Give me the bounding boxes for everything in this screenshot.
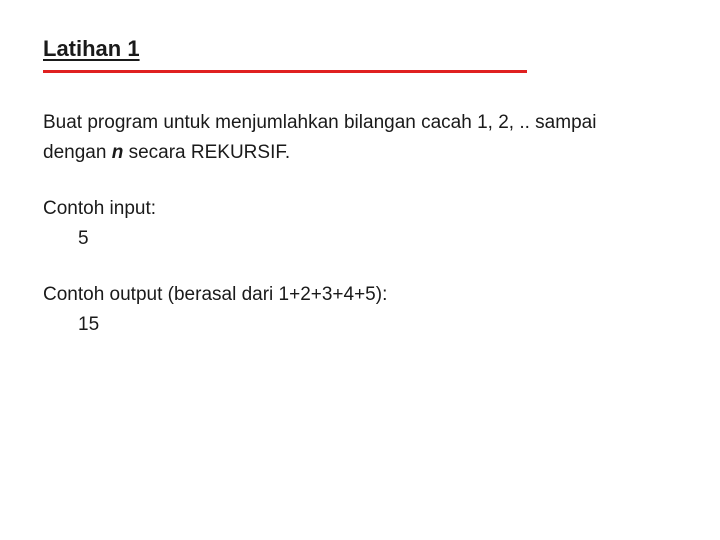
example-output-label: Contoh output (berasal dari 1+2+3+4+5): (43, 284, 388, 305)
variable-n: n (111, 142, 124, 163)
task-line-2-prefix: dengan (43, 142, 112, 163)
slide-body (43, 108, 693, 340)
example-output-block (43, 280, 693, 340)
title-underline-rule (43, 70, 527, 73)
task-line-1: Buat program untuk menjumlahkan bilangan cacah 1, 2, .. sampai (43, 112, 597, 133)
spacer (43, 254, 693, 280)
example-input-block (43, 194, 693, 254)
example-output-value: 15 (78, 314, 100, 335)
spacer (43, 168, 693, 194)
slide-title: Latihan 1 (43, 36, 140, 61)
task-description (43, 108, 693, 168)
example-input-value: 5 (78, 228, 89, 249)
task-line-2-suffix: secara REKURSIF. (123, 142, 291, 163)
example-input-label: Contoh input: (43, 198, 157, 219)
